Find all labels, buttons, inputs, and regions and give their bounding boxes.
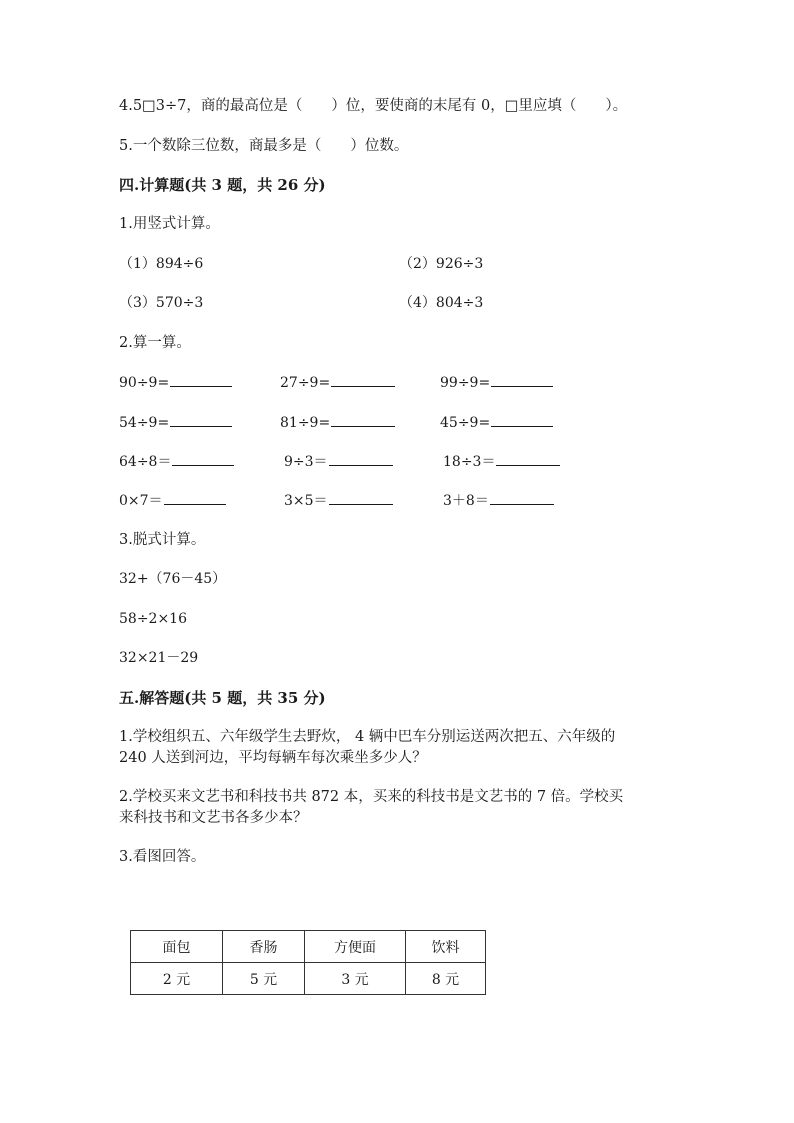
answer-blank (329, 451, 393, 466)
table-row (131, 963, 486, 995)
section-4-q2-title: 2.算一算。 (119, 335, 191, 351)
quick-calc-item (119, 490, 226, 511)
header-cell: 方便面 (305, 931, 406, 963)
vertical-calc-item: （2）926÷3 (399, 256, 484, 272)
header-cell: 香肠 (223, 931, 305, 963)
quick-calc-item (443, 451, 560, 472)
expression: 18÷3＝ (443, 454, 496, 470)
answer-blank (331, 412, 395, 427)
section-4-q1-title: 1.用竖式计算。 (119, 216, 220, 232)
answer-blank (172, 451, 234, 466)
answer-blank (170, 412, 232, 427)
price-cell: 5 元 (223, 963, 305, 995)
price-cell: 8 元 (406, 963, 486, 995)
header-cell: 面包 (131, 931, 223, 963)
quick-calc-item (284, 490, 393, 511)
vertical-calc-item: （3）570÷3 (119, 295, 204, 311)
expression: 3×5＝ (284, 493, 328, 509)
expression: 9÷3＝ (284, 454, 328, 470)
answer-blank (329, 490, 393, 505)
section-4-q3-title: 3.脱式计算。 (119, 532, 206, 548)
expression: 0×7＝ (119, 493, 163, 509)
quick-calc-item (284, 451, 393, 472)
answer-blank (496, 451, 560, 466)
price-cell: 3 元 (305, 963, 406, 995)
answer-blank (331, 372, 395, 387)
quick-calc-item (440, 412, 553, 433)
quick-calc-item (119, 412, 232, 433)
header-cell: 饮料 (406, 931, 486, 963)
vertical-calc-item: （4）804÷3 (399, 295, 484, 311)
expression: 54÷9= (119, 415, 170, 431)
section-5-q3-title: 3.看图回答。 (119, 849, 206, 865)
expression: 45÷9= (440, 415, 491, 431)
answer-blank (490, 490, 554, 505)
expression: 90÷9= (119, 375, 170, 391)
step-calc-item: 58÷2×16 (119, 611, 187, 627)
expression: 27÷9= (280, 375, 331, 391)
vertical-calc-item: （1）894÷6 (119, 256, 204, 272)
table-header-row (131, 931, 486, 963)
section-4-heading: 四.计算题(共 3 题，共 26 分) (119, 176, 326, 194)
quick-calc-item (443, 490, 554, 511)
price-table (130, 930, 486, 995)
question-4: 4.5□3÷7，商的最高位是（ ）位，要使商的末尾有 0，□里应填（ ）。 (119, 98, 628, 114)
section-5-q1-line-1: 1.学校组织五、六年级学生去野炊， 4 辆中巴车分别运送两次把五、六年级的 (119, 729, 616, 745)
answer-blank (491, 372, 553, 387)
step-calc-item: 32×21－29 (119, 650, 199, 666)
section-5-q2-line-2: 来科技书和文艺书各多少本？ (119, 810, 308, 826)
step-calc-item: 32+（76－45） (119, 571, 227, 587)
section-5-q2-line-1: 2.学校买来文艺书和科技书共 872 本，买来的科技书是文艺书的 7 倍。学校买 (119, 789, 624, 805)
section-5-heading: 五.解答题(共 5 题，共 35 分) (119, 689, 326, 707)
expression: 99÷9= (440, 375, 491, 391)
answer-blank (491, 412, 553, 427)
question-5: 5.一个数除三位数，商最多是（ ）位数。 (119, 138, 409, 154)
expression: 81÷9= (280, 415, 331, 431)
quick-calc-item (280, 372, 395, 393)
quick-calc-item (119, 372, 232, 393)
price-cell: 2 元 (131, 963, 223, 995)
answer-blank (164, 490, 226, 505)
quick-calc-item (119, 451, 234, 472)
expression: 3＋8＝ (443, 493, 489, 509)
quick-calc-item (440, 372, 553, 393)
section-5-q1-line-2: 240 人送到河边，平均每辆车每次乘坐多少人？ (119, 750, 427, 766)
answer-blank (170, 372, 232, 387)
expression: 64÷8＝ (119, 454, 172, 470)
quick-calc-item (280, 412, 395, 433)
